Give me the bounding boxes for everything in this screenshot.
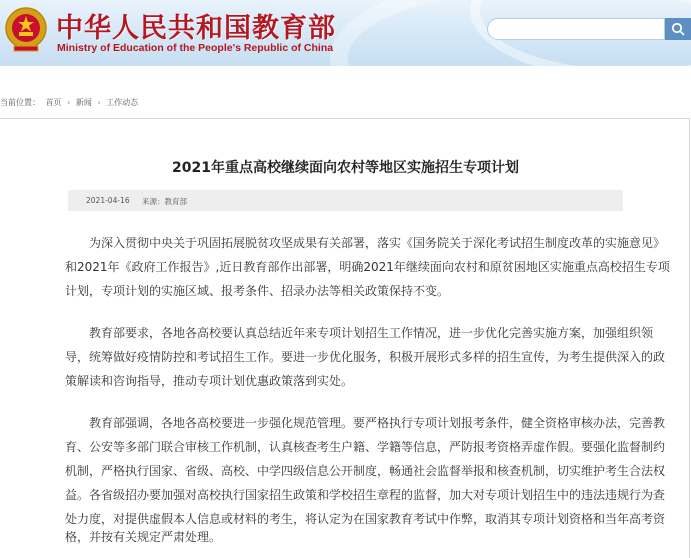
article-date: 2021-04-16 [86,196,130,205]
article-paragraph-line: 格，并按有关规定严肃处理。 [65,530,222,544]
breadcrumb-separator: › [97,98,101,107]
site-subtitle: Ministry of Education of the People's Republic of China [57,42,334,54]
article-paragraph-line: 处力度，对提供虚假本人信息或材料的考生，将认定为在国家教育考试中作弊，取消其专项计划资格和当年高考资 [65,512,666,526]
article-paragraph-line: 和2021年《政府工作报告》,近日教育部作出部署，明确2021年继续面向农村和原贫困地区实施重点高校招生专项 [65,260,670,274]
site-header [0,0,691,66]
search-input[interactable] [487,18,665,40]
breadcrumb-separator: › [67,98,71,107]
article-paragraph-line: 教育部要求，各地各高校要认真总结近年来专项计划招生工作情况，进一步优化完善实施方案，加强组织领 [89,326,654,340]
article-paragraph-line: 育、公安等多部门联合审核工作机制，认真核查考生户籍、学籍等信息，严防报考资格弄虚作假。要强化监督制约 [65,440,666,454]
article-title: 2021年重点高校继续面向农村等地区实施招生专项计划 [172,160,519,176]
breadcrumb-prefix: 当前位置： [0,98,40,107]
breadcrumb-home-link[interactable]: 首页 [45,98,62,107]
article-source: 来源：教育部 [142,197,187,206]
article-paragraph-line: 机制，严格执行国家、省级、高校、中学四级信息公开制度，畅通社会监督举报和核查机制，切实维护考生合法权 [65,464,666,478]
article-paragraph-line: 计划，专项计划的实施区域、报考条件、招录办法等相关政策保持不变。 [65,284,450,298]
national-emblem-icon[interactable] [4,6,48,54]
breadcrumb [0,97,141,111]
breadcrumb-news-link[interactable]: 新闻 [75,98,92,107]
breadcrumb-work-news-link[interactable]: 工作动态 [106,98,139,107]
search-button[interactable] [665,18,691,40]
site-title[interactable]: 中华人民共和国教育部 [56,13,336,44]
article-meta-bar [68,190,623,211]
search-icon [671,22,685,36]
article-paragraph-line: 益。各省级招办要加强对高校执行国家招生政策和学校招生章程的监督，加大对专项计划招生中的违法违规行为查 [65,488,666,502]
article-paragraph-line: 策解读和咨询指导，推动专项计划优惠政策落到实处。 [65,374,354,388]
article-paragraph-line: 导，统筹做好疫情防控和考试招生工作。要进一步优化服务，积极开展形式多样的招生宣传，为考生提供深入的政 [65,350,666,364]
article-paragraph-line: 教育部强调，各地各高校要进一步强化规范管理。要严格执行专项计划报考条件，健全资格审核办法，完善教 [89,416,666,430]
article-paragraph-line: 为深入贯彻中央关于巩固拓展脱贫攻坚成果有关部署，落实《国务院关于深化考试招生制度改革的实施意见》 [89,236,666,250]
